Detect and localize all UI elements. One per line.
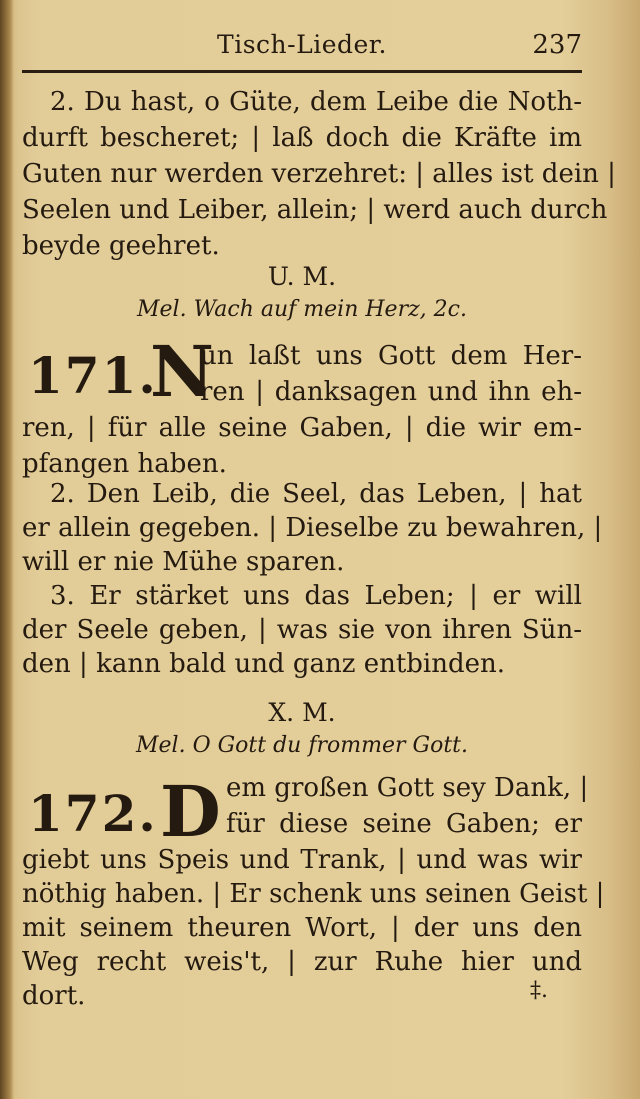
text-line: giebt uns Speis und Trank, | und was wir bbox=[22, 845, 582, 875]
text-line: 2. Den Leib, die Seel, das Leben, | hat bbox=[50, 479, 582, 509]
text-line: den | kann bald und ganz entbinden. bbox=[22, 649, 506, 679]
text-line: dort. bbox=[22, 981, 86, 1011]
text-line: will er nie Mühe sparen. bbox=[22, 547, 345, 577]
text-line: Guten nur werden verzehret: | alles ist dein | bbox=[22, 159, 616, 189]
hymn-melody: Mel. O Gott du frommer Gott. bbox=[136, 733, 468, 758]
text-line: für diese seine Gaben; er bbox=[226, 809, 582, 839]
hymn-melody: Mel. Wach auf mein Herz, 2c. bbox=[137, 297, 467, 322]
hymn-number: 172. bbox=[28, 784, 158, 843]
running-head: Tisch-Lieder. bbox=[217, 30, 387, 59]
hymn-author: X. M. bbox=[268, 698, 336, 727]
text-line: un laßt uns Gott dem Her- bbox=[200, 341, 582, 371]
hymn-author: U. M. bbox=[267, 262, 337, 291]
text-line: mit seinem theuren Wort, | der uns den bbox=[22, 913, 582, 943]
drop-cap: D bbox=[160, 770, 221, 853]
text-line: der Seele geben, | was sie von ihren Sün- bbox=[22, 615, 582, 645]
text-line: pfangen haben. bbox=[22, 449, 227, 479]
text-line: beyde geehret. bbox=[22, 231, 220, 261]
hymn-number: 171. bbox=[28, 346, 158, 405]
text-line: 3. Er stärket uns das Leben; | er will bbox=[50, 581, 582, 611]
text-line: Seelen und Leiber, allein; | werd auch durch bbox=[22, 195, 608, 225]
text-line: em großen Gott sey Dank, | bbox=[226, 773, 589, 803]
page-number: 237 bbox=[532, 30, 582, 60]
page-header bbox=[22, 30, 582, 70]
text-line: durft bescheret; | laß doch die Kräfte im bbox=[22, 123, 582, 153]
text-line: ren, | für alle seine Gaben, | die wir em- bbox=[22, 413, 582, 443]
text-line: 2. Du hast, o Güte, dem Leibe die Noth- bbox=[50, 87, 582, 117]
text-line: Weg recht weis't, | zur Ruhe hier und bbox=[22, 947, 582, 977]
catchword-mark: ‡. bbox=[530, 978, 548, 1003]
page-gutter-shadow bbox=[0, 0, 14, 1099]
drop-cap: N bbox=[150, 330, 214, 413]
text-line: ren | danksagen und ihn eh- bbox=[200, 377, 582, 407]
header-rule bbox=[22, 70, 582, 73]
text-line: nöthig haben. | Er schenk uns seinen Geist | bbox=[22, 879, 605, 909]
text-line: er allein gegeben. | Dieselbe zu bewahren, | bbox=[22, 513, 603, 543]
